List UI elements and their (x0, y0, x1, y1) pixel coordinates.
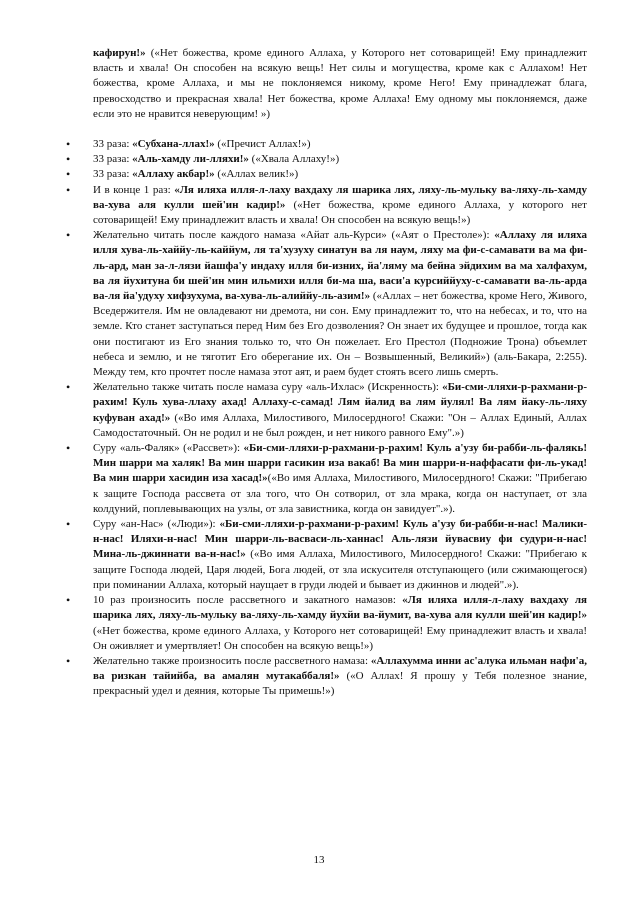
continued-paragraph (93, 46, 587, 122)
list-item: • 10 раз произносить после рассветного и закатного намазов: «Ля иляха илля-л-лаху вахдаху ля шарика лях, ляху-ль-мульку ва-ляху-ль-хамду йухйи ва-йумит, ва-хува аля кулли шей'ин кадир!» («Нет божества, кроме единого Аллаха, у Которого нет сотоварищей! Ему принадлежит власть и хвала! Он оживляет и умертвляет! Он способен на всякую вещь!») (93, 593, 587, 654)
list-item: • Суру «ан-Нас» («Люди»): «Би-сми-лляхи-р-рахмани-р-рахим! Куль а'узу би-рабби-н-нас! Малики-н-нас! Иляхи-н-нас! Мин шарри-ль-васваси-ль-ханнас! Аль-лязи йувасвиу фи судури-н-нас! Мина-ль-джиннати ва-н-нас!» («Во имя Аллаха, Милостивого, Милосердного! Скажи: "Прибегаю к защите Господа людей, Царя людей, Бога людей, от зла искусителя отступающего (или сжимающегося) при поминании Аллаха, который наущает в груди людей и бывает из джиннов и людей".»). (93, 517, 587, 593)
list-item: • Желательно также произносить после рассветного намаза: «Аллахумма инни ас'алука ильман нафи'а, ва ризкан тайийба, ва амалян мутакаббаля!» («О Аллах! Я прошу у Тебя полезное знание, прекрасный удел и деяния, которые Ты примешь!») (93, 654, 587, 700)
dhikr-list (93, 137, 587, 700)
list-item: • 33 раза: «Аллаху акбар!» («Аллах велик!») (93, 167, 587, 182)
continued-bold: кафирун!» (93, 47, 146, 59)
list-item: • Желательно также читать после намаза суру «аль-Ихлас» (Искренность): «Би-сми-лляхи-р-рахмани-р-рахим! Куль хува-ллаху ахад! Аллаху-с-самад! Лям йалид ва лям йулял! Ва лям йаку-ль-ляху куфуван ахад!» («Во имя Аллаха, Милостивого, Милосердного! Скажи: "Он – Аллах Единый, Аллах Самодостаточный. Он не родил и не был рожден, и нет никого равного Ему".») (93, 380, 587, 441)
list-item: • Желательно читать после каждого намаза «Айат аль-Курси» («Аят о Престоле»): «Аллаху ля иляха илля хува-ль-хаййу-ль-каййум, ля та'хузуху синатун ва ля наум, ляху ма фи-с-самавати ва ма фи-ль-ард, ман за-л-лязи йашфа'у индаху илля би-изних, йа'ляму ма бейна эйдихим ва ма халфахум, ва ля йухитуна би шей'ин мин ильмихи илля би-ма ша, васи'а курсиййуху-с-самавати ва-ль-арда ва-ля йа'удуху хифзухума, ва-хува-ль-алиййу-ль-азим!» («Аллах – нет божества, кроме Него, Живого, Вседержителя. Им не овладевают ни дремота, ни сон. Ему принадлежит то, что на небесах, и то, что на земле. Кто станет заступаться перед Ним без Его дозволения? Он знает их будущее и прошлое, тогда как они постигают из Его знания только то, что Он пожелает. Его Престол (Подножие Трона) объемлет небеса и землю, и не тяготит Его оберегание их. Он – Возвышенный, Великий») (аль-Бакара, 2:255). Между тем, кто прочтет после намаза этот аят, и раем будет стоять всего лишь смерть. (93, 228, 587, 380)
list-item: • 33 раза: «Аль-хамду ли-лляхи!» («Хвала Аллаху!») (93, 152, 587, 167)
page-number: 13 (313, 854, 325, 866)
list-item: • Суру «аль-Фаляк» («Рассвет»): «Би-сми-лляхи-р-рахмани-р-рахим! Куль а'узу би-рабби-ль-фалякь! Мин шарри ма халяк! Ва мин шарри гасикин иза вакаб! Ва мин шарри-н-наффасати фи-ль-укад! Ва мин шарри хасидин иза хасад!»(«Во имя Аллаха, Милостивого, Милосердного! Скажи: "Прибегаю к защите Господа рассвета от зла того, что Он сотворил, от зла мрака, когда он наступает, от зла колдуний, поплевывающих на узлы, от зла завистника, когда он завидует".»). (93, 441, 587, 517)
continued-text: («Нет божества, кроме единого Аллаха, у Которого нет сотоварищей! Ему принадлежит власть и хвала! Он способен на всякую вещь! Нет силы и могущества, кроме как с Аллахом! Нет божества, кроме Аллаха, и мы не поклоняемся никому, кроме Него! Ему принадлежат блага, превосходство и прекрасная хвала! Нет божества, кроме Аллаха! Ему одному мы поклоняемся, даже если это не нравится неверующим! ») (93, 47, 587, 120)
list-item: • И в конце 1 раз: «Ля иляха илля-л-лаху вахдаху ля шарика лях, ляху-ль-мульку ва-ляху-ль-хамду ва-хува аля кулли шей'ин кадир!» («Нет божества, кроме единого Аллаха, у которого нет сотоварищей! Ему принадлежит власть и хвала! Он способен на всякую вещь!») (93, 183, 587, 229)
list-item: • 33 раза: «Субхана-ллах!» («Пречист Аллах!») (93, 137, 587, 152)
